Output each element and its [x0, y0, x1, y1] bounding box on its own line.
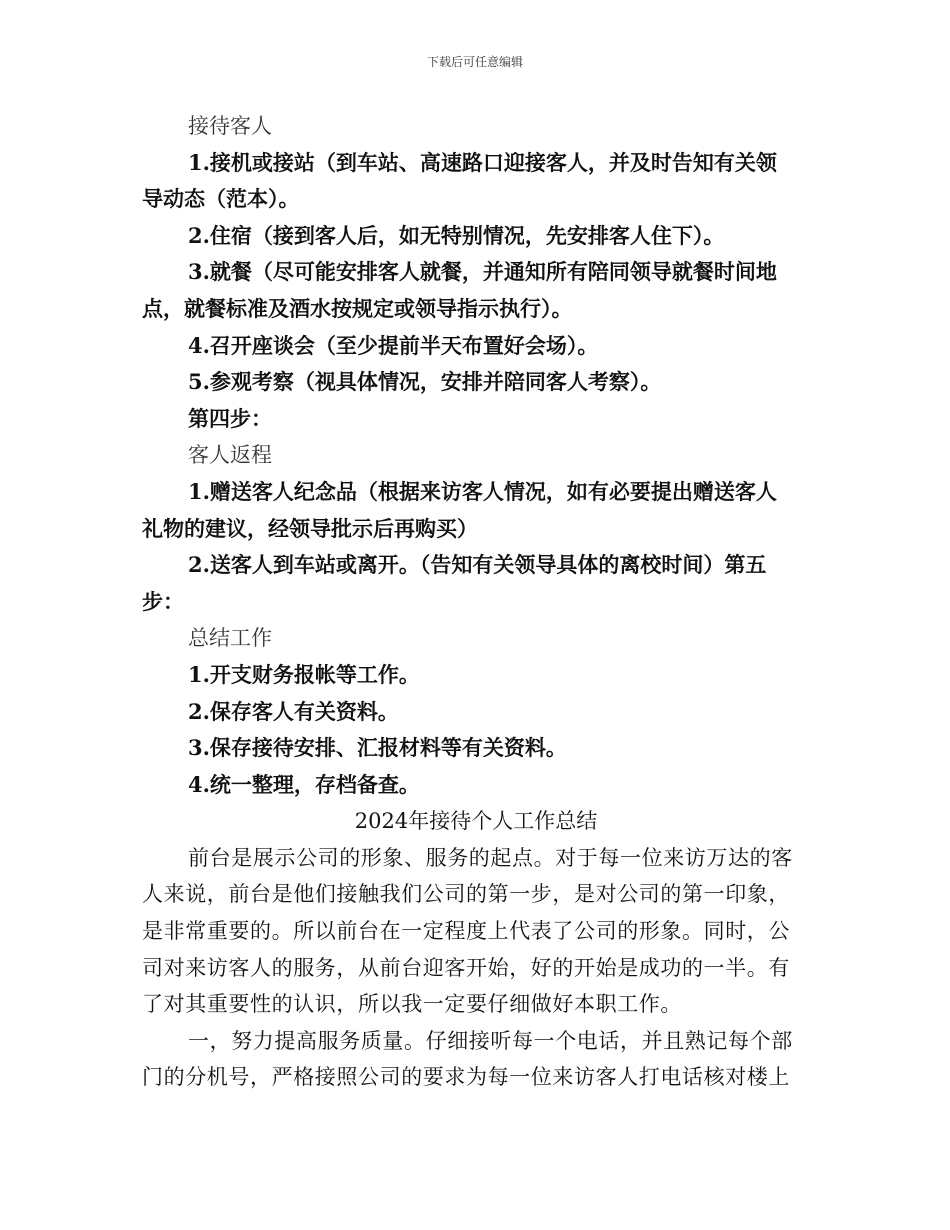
paragraph-line: 人来说，前台是他们接触我们公司的第一步，是对公司的第一印象，: [142, 882, 790, 907]
paragraph-service-quality: [142, 1023, 810, 1096]
list-item-continued: 导动态（范本）。: [142, 186, 300, 212]
paragraph-line: 司对来访客人的服务，从前台迎客开始，好的开始是成功的一半。有: [142, 955, 790, 980]
page-header: 下载后可任意编辑: [426, 55, 523, 69]
list-item-continued: 点，就餐标准及酒水按规定或领导指示执行）。: [142, 295, 573, 321]
section-title-receive-guests: 接待客人: [188, 114, 272, 138]
step-heading: 第四步：: [188, 405, 272, 431]
list-item: 2.保存客人有关资料。: [188, 698, 399, 724]
list-item: 1.开支财务报帐等工作。: [188, 661, 420, 687]
list-item: 2.住宿（接到客人后，如无特别情况，先安排客人住下）。: [188, 222, 725, 248]
paragraph-line: 前台是展示公司的形象、服务的起点。对于每一位来访万达的客: [188, 845, 793, 870]
section-title-guest-return: 客人返程: [188, 443, 272, 468]
section-title-summary-work: 总结工作: [188, 626, 272, 651]
paragraph-line: 门的分机号，严格接照公司的要求为每一位来访客人打电话核对楼上: [142, 1065, 790, 1090]
list-item: 2.送客人到车站或离开。（告知有关领导具体的离校时间）第五: [188, 552, 767, 578]
document-body: [142, 108, 810, 1096]
list-item: 1.赠送客人纪念品（根据来访客人情况，如有必要提出赠送客人: [188, 478, 777, 504]
list-item: 3.就餐（尽可能安排客人就餐，并通知所有陪同领导就餐时间地: [188, 259, 777, 285]
list-item-continued: 步：: [142, 588, 184, 614]
summary-title: 2024年接待个人工作总结: [354, 809, 598, 834]
paragraph-line: 一，努力提高服务质量。仔细接听每一个电话，并且熟记每个部: [188, 1028, 793, 1053]
paragraph-line: 了对其重要性的认识，所以我一定要仔细做好本职工作。: [142, 992, 682, 1017]
list-item: 1.接机或接站（到车站、高速路口迎接客人，并及时告知有关领: [188, 149, 777, 175]
list-item-continued: 礼物的建议，经领导批示后再购买）: [142, 515, 478, 541]
list-item: 4.统一整理，存档备查。: [188, 771, 420, 797]
paragraph-line: 是非常重要的。所以前台在一定程度上代表了公司的形象。同时，公: [142, 919, 790, 944]
list-item: 5.参观考察（视具体情况，安排并陪同客人考察）。: [188, 369, 662, 395]
paragraph-front-desk: [142, 840, 810, 1023]
list-item: 4.召开座谈会（至少提前半天布置好会场）。: [188, 332, 599, 358]
list-item: 3.保存接待安排、汇报材料等有关资料。: [188, 735, 567, 761]
